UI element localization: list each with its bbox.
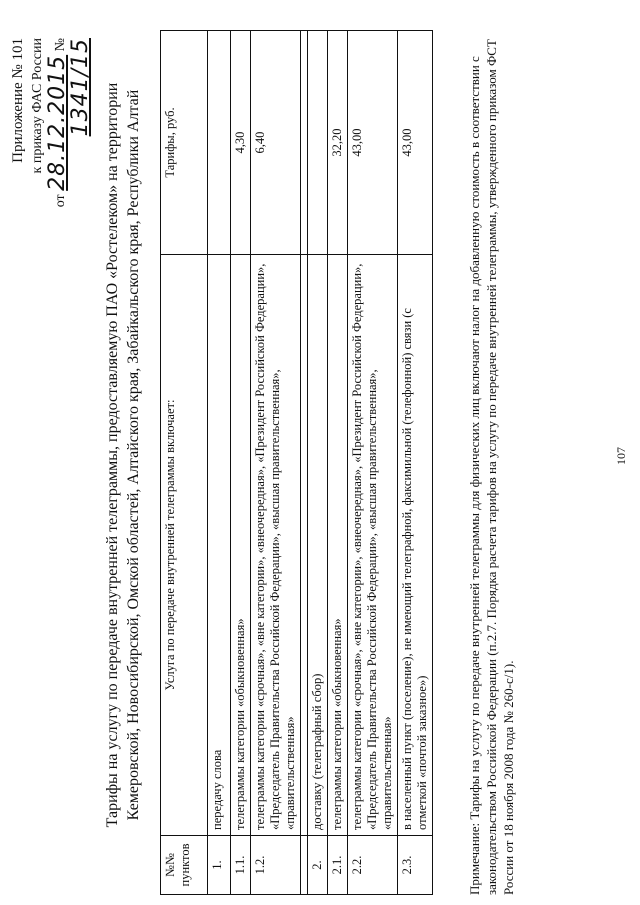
handwritten-date: 28.12.2015 (45, 54, 70, 191)
table-row (308, 31, 328, 895)
row-number: 1. (208, 836, 231, 895)
row-tariff: 43,00 (348, 31, 398, 255)
table-row (251, 31, 301, 895)
footnote: Примечание: Тарифы на услугу по передаче внутренней телеграммы для физических лиц включают налог на добавленную стоимость в соответствии с законодательством Российской Федерации (п.2.7. Порядка расчета тарифов на услугу по передаче внутренней телеграммы, утвержденного приказом ФСТ России от 18 ноября 2008 года № 260-с/1). (467, 39, 516, 895)
table-row (398, 31, 433, 895)
row-service: телеграммы категории «обыкновенная» (231, 255, 251, 836)
appendix-header (8, 38, 94, 298)
row-service: телеграммы категории «срочная», «вне категории», «внеочередная», «Президент Российской Федерации», «Председатель Правительства Российской Федерации», «высшая правительственная», «правительственная» (251, 255, 301, 836)
row-number: 2.3. (398, 836, 433, 895)
row-number: 1.2. (251, 836, 301, 895)
table-row (208, 31, 231, 895)
row-tariff: 6,40 (251, 31, 301, 255)
table-spacer-row (301, 31, 308, 895)
row-service: передачу слова (208, 255, 231, 836)
page-number: 107 (614, 447, 628, 465)
table-row (348, 31, 398, 895)
row-number: 2. (308, 836, 328, 895)
header-tariff: Тарифы, руб. (161, 31, 208, 255)
table-row (231, 31, 251, 895)
row-service: в населенный пункт (поселение), не имеющий телеграфной, факсимильной (телефонной) связи (с отметкой «почтой заказное») (398, 255, 433, 836)
table-header-row (161, 31, 208, 895)
row-number: 1.1. (231, 836, 251, 895)
table-row (328, 31, 348, 895)
document-title: Тарифы на услугу по передаче внутренней телеграммы, предоставляемую ПАО «Ростелеком» на территории Кемеровской, Новосибирской, Омской областей, Алтайского края, Забайкальского края, Республики Алтай (104, 82, 142, 828)
appendix-date-line (45, 38, 94, 298)
row-service: телеграммы категории «обыкновенная» (328, 255, 348, 836)
handwritten-number: 1341/15 (68, 38, 93, 137)
row-number: 2.2. (348, 836, 398, 895)
row-tariff (308, 31, 328, 255)
appendix-title: Приложение № 101 (10, 38, 26, 163)
row-number: 2.1. (328, 836, 348, 895)
appendix-order: к приказу ФАС России (30, 38, 45, 174)
header-number: №№ пунктов (161, 836, 208, 895)
row-service: телеграммы категории «срочная», «вне категории», «внеочередная», «Президент Российской Федерации», «Председатель Правительства Российской Федерации», «высшая правительственная», «правительственная» (348, 255, 398, 836)
date-prefix: от (53, 194, 68, 208)
row-service: доставку (телеграфный сбор) (308, 255, 328, 836)
header-service: Услуга по передаче внутренней телеграммы включает: (161, 255, 208, 836)
number-sign: № (53, 38, 68, 52)
row-tariff: 32,20 (328, 31, 348, 255)
row-tariff (208, 31, 231, 255)
tariff-table (160, 30, 433, 895)
row-tariff: 4,30 (231, 31, 251, 255)
row-tariff: 43,00 (398, 31, 433, 255)
